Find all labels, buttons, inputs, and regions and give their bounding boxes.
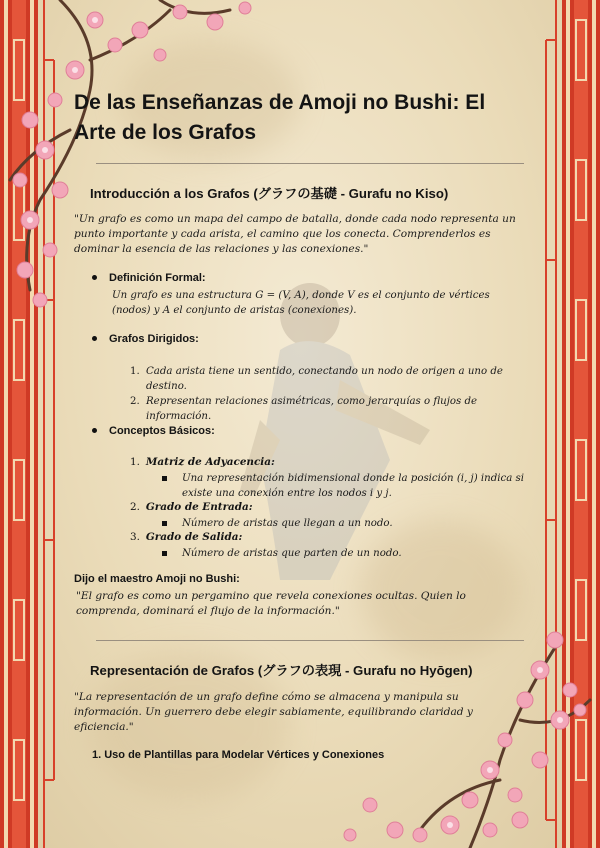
maestro-label: Dijo el maestro Amoji no Bushi: — [74, 573, 240, 585]
maestro-quote: "El grafo es como un pergamino que revela conexiones ocultas. Quien lo comprenda, dominará el flujo de la información." — [76, 590, 466, 617]
bullet-dot — [92, 275, 97, 280]
concepto-1-label — [130, 456, 275, 468]
definicion-text: Un grafo es una estructura G = (V, A), donde V es el conjunto de vértices (nodos) y A el conjunto de aristas (conexiones). — [112, 290, 490, 316]
page-title: De las Enseñanzas de Amoji no Bushi: El Arte de los Grafos — [74, 91, 486, 144]
square-bullet — [162, 551, 167, 556]
concepto-text: Una representación bidimensional donde la posición (i, j) indica si existe una conexión entre los nodos i y j. — [182, 473, 525, 499]
dirigidos-item-2 — [130, 394, 521, 424]
concepto-label-text: Grado de Salida: — [145, 531, 243, 543]
right-inner-border — [538, 0, 560, 848]
dirigidos-item-text: Cada arista tiene un sentido, conectando un nodo de origen a uno de destino. — [146, 366, 503, 392]
representacion-quote: "La representación de un grafo define cómo se almacena y manipula su información. Un guerrero debe elegir sabiamente, equilibrando claridad y eficiencia." — [74, 691, 473, 733]
bullet-dot — [92, 428, 97, 433]
concepto-1-text — [182, 471, 527, 501]
bullet-definicion — [92, 272, 206, 284]
dirigidos-item-text: Representan relaciones asimétricas, como jerarquías o flujos de información. — [146, 396, 478, 422]
square-bullet — [162, 521, 167, 526]
bullet-dot — [92, 336, 97, 341]
dirigidos-item-1 — [130, 364, 521, 394]
list-number: 2. — [130, 501, 140, 513]
square-bullet — [162, 476, 167, 481]
dirigidos-label: Grafos Dirigidos: — [109, 333, 199, 345]
section-heading-representacion: Representación de Grafos (グラフの表現 - Gurafu no Hyōgen) — [90, 663, 473, 678]
section-heading-intro: Introducción a los Grafos (グラフの基礎 - Gurafu no Kiso) — [90, 186, 449, 201]
concepto-label-text: Matriz de Adyacencia: — [145, 456, 275, 468]
concepto-2-text — [182, 516, 527, 531]
definicion-label: Definición Formal: — [109, 272, 206, 284]
bullet-conceptos — [92, 425, 215, 437]
concepto-3-text — [182, 546, 527, 561]
divider — [96, 640, 524, 641]
left-inner-border — [40, 0, 62, 848]
concepto-label-text: Grado de Entrada: — [145, 501, 253, 513]
left-ornamental-border — [0, 0, 38, 848]
list-number: 2. — [130, 396, 140, 407]
concepto-text: Número de aristas que parten de un nodo. — [182, 548, 402, 559]
concepto-2-label — [130, 501, 253, 513]
list-number: 1. — [130, 456, 140, 468]
concepto-text: Número de aristas que llegan a un nodo. — [182, 518, 393, 529]
divider — [96, 163, 524, 164]
bullet-dirigidos — [92, 333, 199, 345]
right-ornamental-border — [562, 0, 600, 848]
conceptos-label: Conceptos Básicos: — [109, 425, 215, 437]
intro-quote: "Un grafo es como un mapa del campo de batalla, donde cada nodo representa un punto importante y cada arista, el camino que los conecta. Comprenderlos es dominar la esencia de las relaciones y las conexiones." — [74, 213, 516, 255]
list-number: 1. — [130, 366, 140, 377]
representacion-item-1: 1. Uso de Plantillas para Modelar Vértices y Conexiones — [92, 749, 385, 761]
concepto-3-label — [130, 531, 242, 543]
list-number: 3. — [130, 531, 140, 543]
